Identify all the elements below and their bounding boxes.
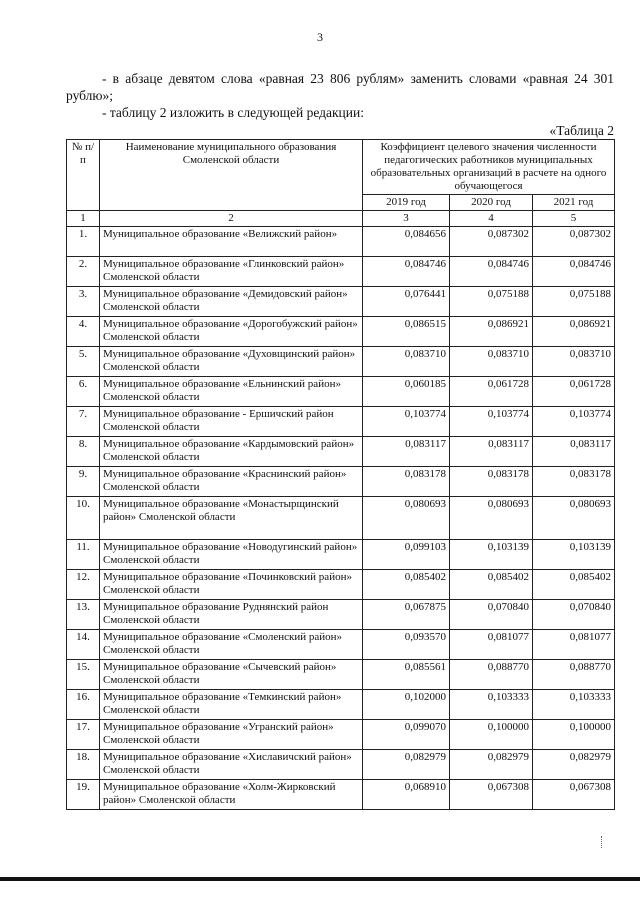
amendment-paragraph-1: - в абзаце девятом слова «равная 23 806 рублям» заменить словами «равная 24 301 рублю»; bbox=[66, 71, 614, 103]
table-row bbox=[67, 377, 615, 407]
row-value-2019: 0,083178 bbox=[363, 467, 450, 497]
row-value-2021: 0,085402 bbox=[533, 570, 615, 600]
table-row bbox=[67, 437, 615, 467]
row-value-2020: 0,088770 bbox=[450, 660, 533, 690]
row-number: 9. bbox=[67, 467, 100, 497]
row-value-2019: 0,099103 bbox=[363, 540, 450, 570]
row-number: 10. bbox=[67, 497, 100, 540]
table-caption: «Таблица 2 bbox=[549, 123, 614, 138]
row-value-2020: 0,086921 bbox=[450, 317, 533, 347]
row-value-2019: 0,082979 bbox=[363, 750, 450, 780]
row-value-2021: 0,086921 bbox=[533, 317, 615, 347]
row-number: 14. bbox=[67, 630, 100, 660]
row-value-2019: 0,083710 bbox=[363, 347, 450, 377]
row-value-2021: 0,100000 bbox=[533, 720, 615, 750]
header-number: № п/п bbox=[67, 140, 100, 211]
row-number: 8. bbox=[67, 437, 100, 467]
row-value-2020: 0,085402 bbox=[450, 570, 533, 600]
row-value-2020: 0,082979 bbox=[450, 750, 533, 780]
row-municipality-name: Муниципальное образование «Сычевский район» Смоленской области bbox=[100, 660, 363, 690]
row-value-2021: 0,083710 bbox=[533, 347, 615, 377]
row-value-2021: 0,081077 bbox=[533, 630, 615, 660]
row-value-2019: 0,085561 bbox=[363, 660, 450, 690]
row-number: 16. bbox=[67, 690, 100, 720]
row-value-2019: 0,085402 bbox=[363, 570, 450, 600]
row-number: 19. bbox=[67, 780, 100, 810]
row-value-2019: 0,102000 bbox=[363, 690, 450, 720]
row-municipality-name: Муниципальное образование «Починковский район» Смоленской области bbox=[100, 570, 363, 600]
row-value-2021: 0,070840 bbox=[533, 600, 615, 630]
row-number: 11. bbox=[67, 540, 100, 570]
row-municipality-name: Муниципальное образование «Смоленский район» Смоленской области bbox=[100, 630, 363, 660]
row-value-2020: 0,083178 bbox=[450, 467, 533, 497]
page-number: 3 bbox=[317, 30, 323, 44]
table-row bbox=[67, 720, 615, 750]
table-row bbox=[67, 570, 615, 600]
row-value-2021: 0,061728 bbox=[533, 377, 615, 407]
header-name: Наименование муниципального образования Смоленской области bbox=[100, 140, 363, 211]
column-number-1: 1 bbox=[67, 211, 100, 227]
row-value-2019: 0,060185 bbox=[363, 377, 450, 407]
row-municipality-name: Муниципальное образование «Духовщинский район» Смоленской области bbox=[100, 347, 363, 377]
scan-artifact bbox=[601, 836, 604, 848]
row-value-2019: 0,099070 bbox=[363, 720, 450, 750]
row-value-2019: 0,084746 bbox=[363, 257, 450, 287]
row-value-2019: 0,067875 bbox=[363, 600, 450, 630]
row-value-2021: 0,083178 bbox=[533, 467, 615, 497]
row-number: 6. bbox=[67, 377, 100, 407]
row-number: 5. bbox=[67, 347, 100, 377]
row-municipality-name: Муниципальное образование «Темкинский район» Смоленской области bbox=[100, 690, 363, 720]
row-value-2021: 0,080693 bbox=[533, 497, 615, 540]
row-value-2020: 0,075188 bbox=[450, 287, 533, 317]
table-row bbox=[67, 750, 615, 780]
header-year-2020: 2020 год bbox=[450, 195, 533, 211]
table-row bbox=[67, 407, 615, 437]
row-municipality-name: Муниципальное образование «Глинковский район» Смоленской области bbox=[100, 257, 363, 287]
row-value-2020: 0,100000 bbox=[450, 720, 533, 750]
row-number: 2. bbox=[67, 257, 100, 287]
row-value-2020: 0,080693 bbox=[450, 497, 533, 540]
row-municipality-name: Муниципальное образование «Велижский район» bbox=[100, 227, 363, 257]
row-municipality-name: Муниципальное образование «Кардымовский район» Смоленской области bbox=[100, 437, 363, 467]
row-municipality-name: Муниципальное образование «Краснинский район» Смоленской области bbox=[100, 467, 363, 497]
row-value-2019: 0,080693 bbox=[363, 497, 450, 540]
row-number: 1. bbox=[67, 227, 100, 257]
amendment-paragraph-2: - таблицу 2 изложить в следующей редакции: bbox=[102, 105, 364, 120]
row-value-2021: 0,087302 bbox=[533, 227, 615, 257]
row-value-2021: 0,103774 bbox=[533, 407, 615, 437]
table-row bbox=[67, 660, 615, 690]
row-value-2020: 0,070840 bbox=[450, 600, 533, 630]
row-municipality-name: Муниципальное образование «Демидовский район» Смоленской области bbox=[100, 287, 363, 317]
row-value-2020: 0,103333 bbox=[450, 690, 533, 720]
row-value-2019: 0,068910 bbox=[363, 780, 450, 810]
row-value-2021: 0,103333 bbox=[533, 690, 615, 720]
row-number: 17. bbox=[67, 720, 100, 750]
coefficient-table bbox=[66, 139, 615, 810]
row-value-2021: 0,103139 bbox=[533, 540, 615, 570]
column-number-2: 2 bbox=[100, 211, 363, 227]
row-municipality-name: Муниципальное образование «Холм-Жирковский район» Смоленской области bbox=[100, 780, 363, 810]
row-number: 4. bbox=[67, 317, 100, 347]
row-number: 15. bbox=[67, 660, 100, 690]
row-value-2019: 0,086515 bbox=[363, 317, 450, 347]
page-bottom-rule bbox=[0, 877, 640, 881]
table-row bbox=[67, 287, 615, 317]
table-row bbox=[67, 600, 615, 630]
row-value-2020: 0,103139 bbox=[450, 540, 533, 570]
row-municipality-name: Муниципальное образование «Ельнинский район» Смоленской области bbox=[100, 377, 363, 407]
table-row bbox=[67, 630, 615, 660]
row-municipality-name: Муниципальное образование «Новодугинский район» Смоленской области bbox=[100, 540, 363, 570]
table-row bbox=[67, 317, 615, 347]
table-row bbox=[67, 467, 615, 497]
row-number: 3. bbox=[67, 287, 100, 317]
row-value-2021: 0,075188 bbox=[533, 287, 615, 317]
row-number: 18. bbox=[67, 750, 100, 780]
row-value-2019: 0,103774 bbox=[363, 407, 450, 437]
row-value-2021: 0,088770 bbox=[533, 660, 615, 690]
table-row bbox=[67, 227, 615, 257]
row-value-2021: 0,083117 bbox=[533, 437, 615, 467]
row-value-2020: 0,087302 bbox=[450, 227, 533, 257]
row-number: 7. bbox=[67, 407, 100, 437]
table-row bbox=[67, 780, 615, 810]
row-value-2020: 0,067308 bbox=[450, 780, 533, 810]
table-row bbox=[67, 540, 615, 570]
header-coefficient: Коэффициент целевого значения численности педагогических работников муниципальных образовательных организаций в расчете на одного обучающегося bbox=[363, 140, 615, 195]
row-value-2021: 0,082979 bbox=[533, 750, 615, 780]
row-value-2020: 0,081077 bbox=[450, 630, 533, 660]
row-value-2019: 0,083117 bbox=[363, 437, 450, 467]
row-value-2019: 0,084656 bbox=[363, 227, 450, 257]
row-value-2020: 0,083710 bbox=[450, 347, 533, 377]
table-row bbox=[67, 497, 615, 540]
header-year-2021: 2021 год bbox=[533, 195, 615, 211]
row-value-2021: 0,067308 bbox=[533, 780, 615, 810]
row-value-2020: 0,103774 bbox=[450, 407, 533, 437]
row-number: 12. bbox=[67, 570, 100, 600]
header-year-2019: 2019 год bbox=[363, 195, 450, 211]
row-municipality-name: Муниципальное образование - Ершичский район Смоленской области bbox=[100, 407, 363, 437]
row-municipality-name: Муниципальное образование «Хиславичский район» Смоленской области bbox=[100, 750, 363, 780]
table-row bbox=[67, 257, 615, 287]
row-number: 13. bbox=[67, 600, 100, 630]
column-number-5: 5 bbox=[533, 211, 615, 227]
row-value-2019: 0,093570 bbox=[363, 630, 450, 660]
column-number-3: 3 bbox=[363, 211, 450, 227]
row-value-2019: 0,076441 bbox=[363, 287, 450, 317]
row-value-2020: 0,061728 bbox=[450, 377, 533, 407]
row-municipality-name: Муниципальное образование Руднянский район Смоленской области bbox=[100, 600, 363, 630]
row-value-2021: 0,084746 bbox=[533, 257, 615, 287]
row-value-2020: 0,083117 bbox=[450, 437, 533, 467]
column-number-4: 4 bbox=[450, 211, 533, 227]
row-municipality-name: Муниципальное образование «Дорогобужский район» Смоленской области bbox=[100, 317, 363, 347]
row-value-2020: 0,084746 bbox=[450, 257, 533, 287]
row-municipality-name: Муниципальное образование «Угранский район» Смоленской области bbox=[100, 720, 363, 750]
table-row bbox=[67, 690, 615, 720]
table-row bbox=[67, 347, 615, 377]
row-municipality-name: Муниципальное образование «Монастырщинский район» Смоленской области bbox=[100, 497, 363, 540]
